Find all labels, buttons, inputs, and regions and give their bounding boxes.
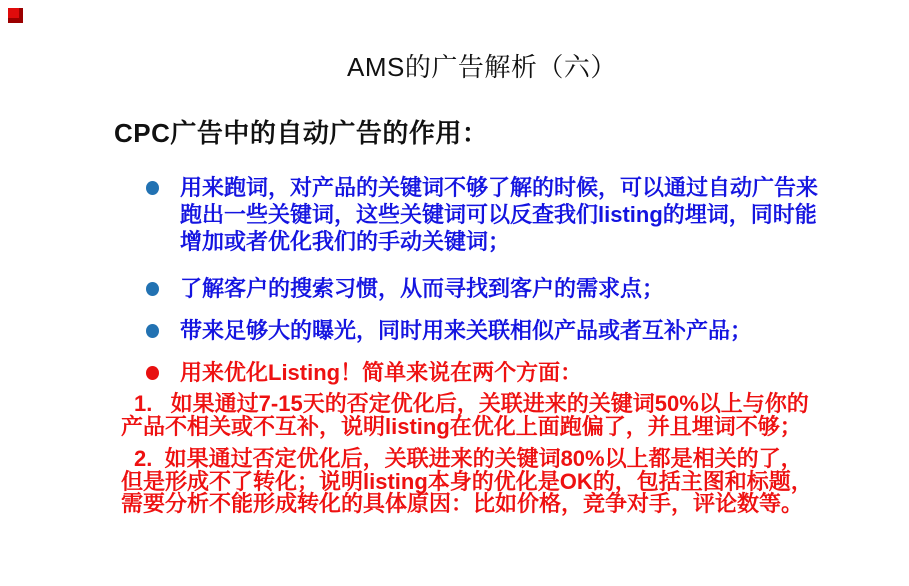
numbered-paragraph: 1. 如果通过7-15天的否定优化后，关联进来的关键词50%以上与你的 产品不相关或不互补，说明listing在优化上面跑偏了，并且埋词不够； (121, 391, 809, 439)
bullet-text: 用来优化Listing！简单来说在两个方面： (180, 360, 583, 385)
bullet-item (0, 174, 909, 255)
bullet-text: 带来足够大的曝光，同时用来关联相似产品或者互补产品； (180, 318, 753, 343)
bullet-dot-icon (146, 324, 159, 338)
slide-title: AMS的广告解析（六） (347, 52, 617, 82)
bullet-dot-icon (146, 366, 159, 380)
bullet-item (0, 317, 909, 344)
bullet-item (0, 275, 909, 302)
numbered-paragraph: 2. 如果通过否定优化后，关联进来的关键词80%以上都是相关的了， 但是形成不了转化；说明listing本身的优化是OK的，包括主图和标题， 需要分析不能形成转化的具体原因：比如价格，竞争对手，评论数等。 (121, 446, 813, 516)
bullet-dot-icon (146, 181, 159, 195)
bullet-dot-icon (146, 282, 159, 296)
bullet-text: 了解客户的搜索习惯，从而寻找到客户的需求点； (180, 276, 665, 301)
bullet-text: 用来跑词，对产品的关键词不够了解的时候，可以通过自动广告来 跑出一些关键词，这些关键词可以反查我们listing的埋词，同时能 增加或者优化我们的手动关键词； (180, 175, 819, 254)
section-heading: CPC广告中的自动广告的作用： (114, 118, 489, 148)
bullet-item (0, 359, 909, 386)
red-corner-marker (8, 8, 23, 23)
